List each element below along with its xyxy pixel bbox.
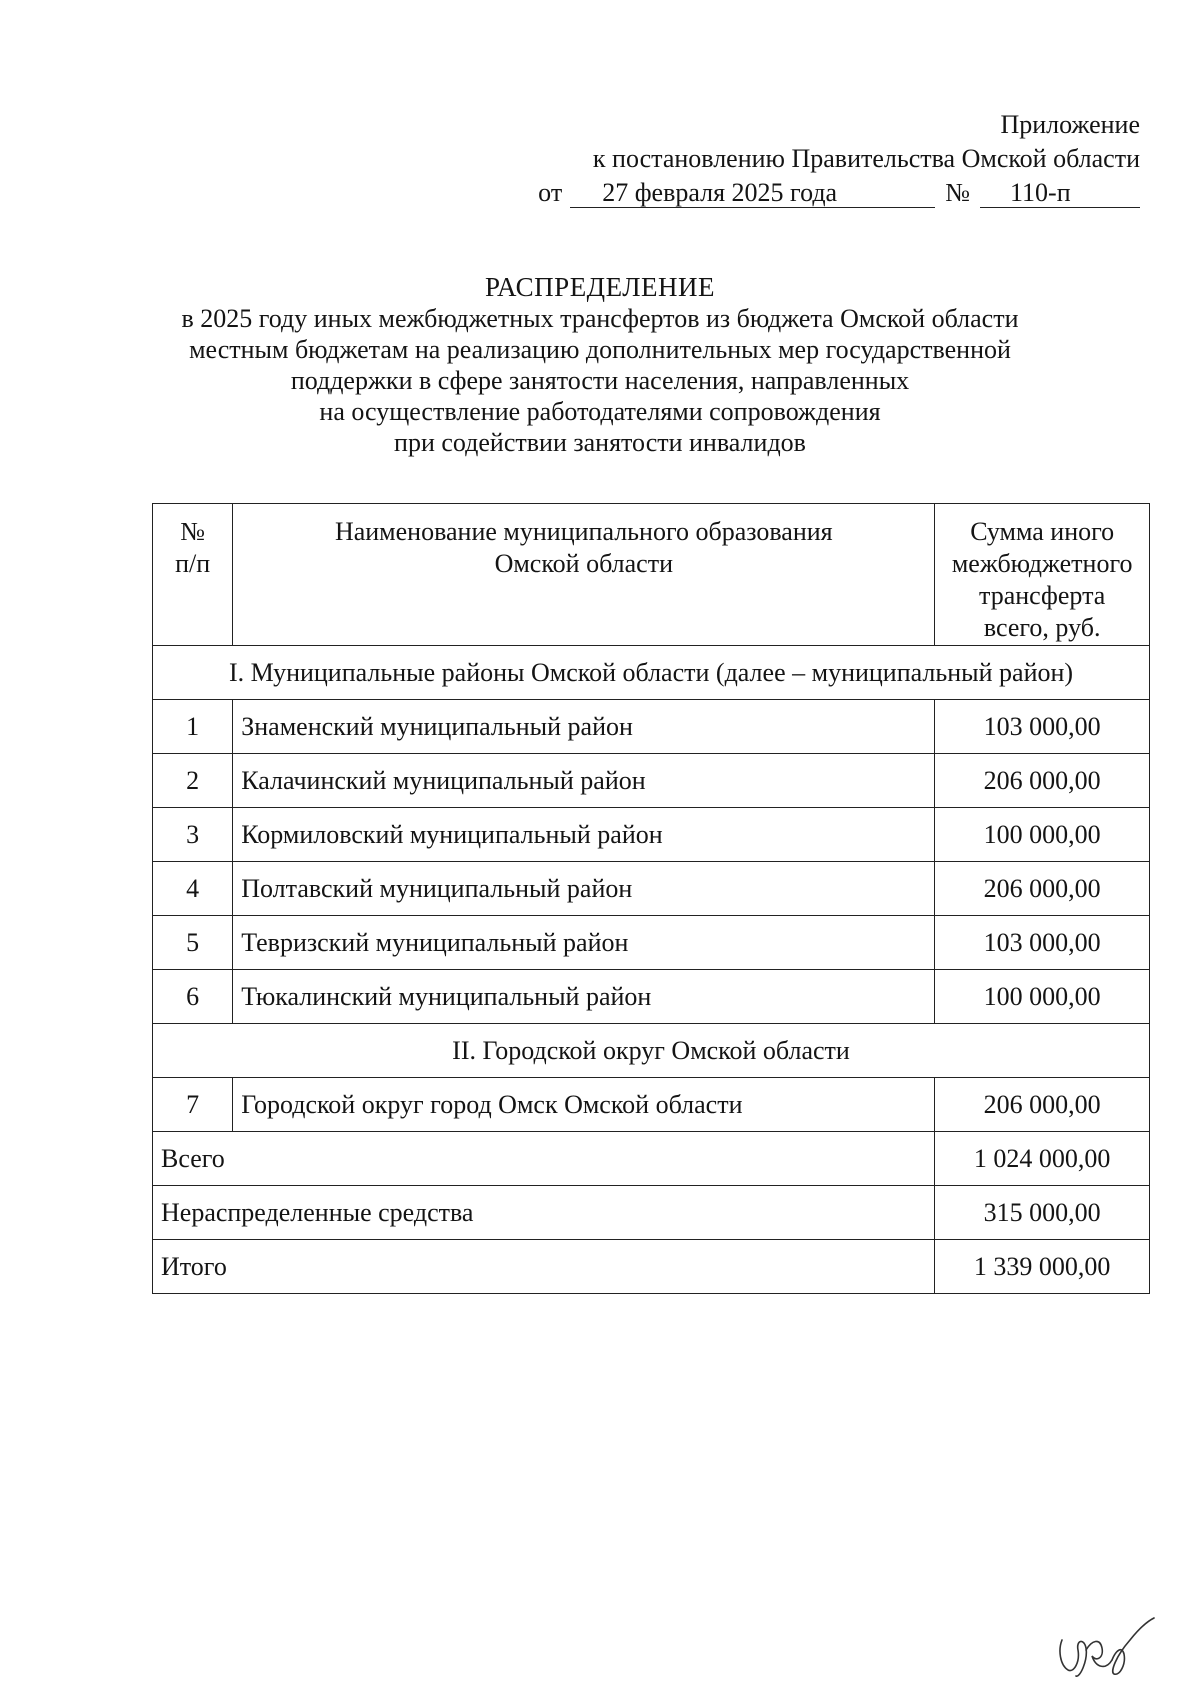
table-row <box>153 700 1150 754</box>
row-name: Городской округ город Омск Омской области <box>233 1078 935 1132</box>
row-number: 5 <box>153 916 233 970</box>
from-label: от <box>538 178 563 207</box>
table-row <box>153 1078 1150 1132</box>
section-municipal-districts: I. Муниципальные районы Омской области (далее – муниципальный район) <box>153 646 1150 700</box>
title-line-5: при содействии занятости инвалидов <box>394 428 806 457</box>
section-row <box>153 646 1150 700</box>
resolution-date: 27 февраля 2025 года <box>570 179 935 208</box>
row-sum: 100 000,00 <box>935 808 1150 862</box>
row-number: 7 <box>153 1078 233 1132</box>
unallocated-row <box>153 1186 1150 1240</box>
grand-total-label: Итого <box>153 1240 935 1294</box>
header-sum-line-1: Сумма иного <box>970 517 1115 546</box>
header-name <box>233 504 935 646</box>
table-row <box>153 862 1150 916</box>
row-name: Тевризский муниципальный район <box>233 916 935 970</box>
appendix-block <box>538 108 1140 210</box>
header-number-line-1: № <box>180 517 206 546</box>
table-row <box>153 970 1150 1024</box>
title-line-4: на осуществление работодателями сопровождения <box>319 397 881 426</box>
row-sum: 206 000,00 <box>935 862 1150 916</box>
row-name: Тюкалинский муниципальный район <box>233 970 935 1024</box>
row-name: Знаменский муниципальный район <box>233 700 935 754</box>
total-row <box>153 1132 1150 1186</box>
unallocated-label: Нераспределенные средства <box>153 1186 935 1240</box>
header-number-line-2: п/п <box>175 549 211 578</box>
row-sum: 103 000,00 <box>935 916 1150 970</box>
appendix-date-line <box>538 176 1140 210</box>
row-number: 6 <box>153 970 233 1024</box>
section-city-district: II. Городской округ Омской области <box>153 1024 1150 1078</box>
header-sum <box>935 504 1150 646</box>
header-number <box>153 504 233 646</box>
row-number: 2 <box>153 754 233 808</box>
title-line-2: местным бюджетам на реализацию дополнительных мер государственной <box>189 335 1011 364</box>
document-title-block <box>150 272 1050 458</box>
header-sum-line-3: трансферта <box>979 581 1106 610</box>
row-name: Калачинский муниципальный район <box>233 754 935 808</box>
row-number: 1 <box>153 700 233 754</box>
header-name-line-2: Омской области <box>494 549 673 578</box>
table-header-row <box>153 504 1150 646</box>
document-title: РАСПРЕДЕЛЕНИЕ <box>484 272 716 302</box>
row-sum: 206 000,00 <box>935 754 1150 808</box>
header-name-line-1: Наименование муниципального образования <box>334 517 833 546</box>
distribution-table <box>152 503 1150 1294</box>
header-sum-line-2: межбюджетного <box>951 549 1133 578</box>
appendix-title: Приложение <box>1000 110 1140 139</box>
header-sum-line-4: всего, руб. <box>983 613 1101 642</box>
row-sum: 100 000,00 <box>935 970 1150 1024</box>
row-sum: 206 000,00 <box>935 1078 1150 1132</box>
grand-total-row <box>153 1240 1150 1294</box>
section-row <box>153 1024 1150 1078</box>
row-name: Полтавский муниципальный район <box>233 862 935 916</box>
row-number: 3 <box>153 808 233 862</box>
table-row <box>153 916 1150 970</box>
title-line-1: в 2025 году иных межбюджетных трансфертов из бюджета Омской области <box>181 304 1019 333</box>
grand-total-sum: 1 339 000,00 <box>935 1240 1150 1294</box>
total-label: Всего <box>153 1132 935 1186</box>
row-number: 4 <box>153 862 233 916</box>
row-name: Кормиловский муниципальный район <box>233 808 935 862</box>
title-line-3: поддержки в сфере занятости населения, направленных <box>290 366 910 395</box>
unallocated-sum: 315 000,00 <box>935 1186 1150 1240</box>
resolution-number: 110-п <box>980 179 1140 208</box>
table-row <box>153 754 1150 808</box>
total-sum: 1 024 000,00 <box>935 1132 1150 1186</box>
handwritten-signature <box>1050 1610 1160 1680</box>
number-label: № <box>945 178 970 207</box>
table-row <box>153 808 1150 862</box>
row-sum: 103 000,00 <box>935 700 1150 754</box>
appendix-reference: к постановлению Правительства Омской области <box>592 144 1140 173</box>
